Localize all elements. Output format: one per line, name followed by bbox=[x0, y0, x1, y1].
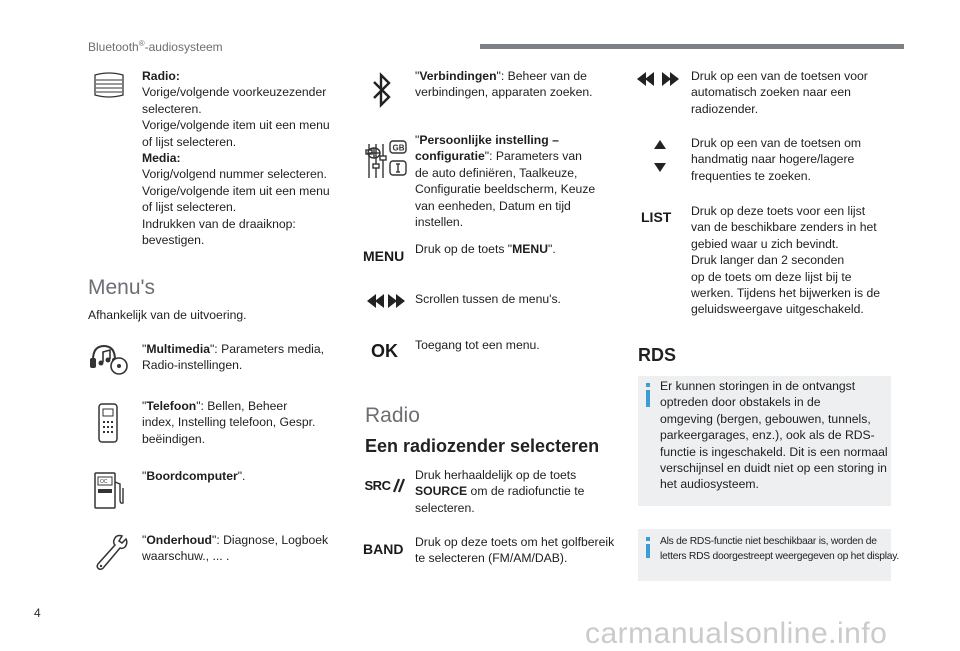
text-line: radiozender. bbox=[691, 101, 759, 116]
updown-description bbox=[691, 135, 891, 184]
text-line: Druk op deze toets voor een lijst bbox=[691, 204, 866, 218]
onderhoud-description: "Onderhoud": Diagnose, Logboek waarschuw., ... . bbox=[142, 532, 342, 565]
page-number: 4 bbox=[34, 606, 41, 620]
list-description bbox=[691, 203, 901, 318]
text-line: Druk op een van de toetsen om bbox=[691, 136, 862, 150]
text-line: handmatig naar hogere/lagere bbox=[691, 152, 855, 167]
ok-description: Toegang tot een menu. bbox=[415, 338, 540, 352]
text-line: Radio-instellingen. bbox=[142, 358, 243, 373]
info-text bbox=[660, 378, 892, 493]
text-line: Als de RDS-functie niet beschikbaar is, worden de bbox=[660, 536, 877, 547]
up-down-arrows-icon bbox=[652, 138, 668, 174]
text-line: de auto definiëren, Taalkeuze, bbox=[415, 165, 578, 180]
text-line: ": Parameters van bbox=[484, 149, 582, 164]
gb-badge-text: GB bbox=[392, 143, 405, 153]
text-line: verbindingen, apparaten zoeken. bbox=[415, 85, 593, 100]
text-line: van de beschikbare zenders in het bbox=[691, 220, 877, 235]
text-line: beëindigen. bbox=[142, 431, 206, 446]
text-line: Druk herhaaldelijk op de toets bbox=[415, 468, 577, 482]
text-line: ": Parameters media, bbox=[209, 342, 325, 356]
text-line: Vorige/volgende item uit een menu bbox=[142, 118, 330, 133]
watermark-text: carmanualsonline.info bbox=[585, 617, 888, 650]
header-rule bbox=[480, 44, 904, 49]
text-line: Vorige/volgende voorkeuzezender bbox=[142, 85, 327, 100]
text-line: Druk op deze toets om het golfbereik bbox=[415, 535, 615, 549]
item-bold-label: Persoonlijke instelling – bbox=[419, 133, 559, 147]
text-line: selecteren. bbox=[142, 101, 202, 116]
text-line: Indrukken van de draaiknop: bbox=[142, 216, 296, 231]
menu-button-icon: MENU bbox=[363, 248, 405, 264]
text-line: Vorige/volgende item uit een menu bbox=[142, 183, 330, 198]
text-line: ": Beheer van de bbox=[496, 69, 587, 83]
text-line: functie is ingeschakeld. Dit is een normaal bbox=[660, 444, 888, 459]
src-label: SRC bbox=[364, 477, 391, 493]
text-line: Druk langer dan 2 seconden bbox=[691, 253, 845, 268]
text-line: waarschuw., ... . bbox=[142, 549, 230, 564]
rds-heading: RDS bbox=[638, 345, 677, 365]
ok-button-icon: OK bbox=[371, 341, 398, 361]
svg-text:OC: OC bbox=[100, 479, 108, 485]
text-line: ". bbox=[237, 469, 246, 483]
src-button-icon bbox=[363, 474, 409, 496]
text-line: Druk op een van de toetsen voor bbox=[691, 69, 868, 83]
text-line: Druk op de toets " bbox=[415, 242, 513, 256]
text-line: selecteren. bbox=[415, 500, 475, 515]
band-button-icon: BAND bbox=[363, 541, 404, 557]
item-bold-label: Boordcomputer bbox=[146, 469, 238, 483]
text-line: verschijnsel en duidt niet op een storing in bbox=[660, 461, 887, 476]
text-line: bevestigen. bbox=[142, 233, 205, 248]
text-line: of lijst selecteren. bbox=[142, 134, 237, 149]
text-line: ": Bellen, Beheer bbox=[196, 399, 288, 413]
wrench-icon bbox=[92, 532, 128, 572]
scroll-description: Scrollen tussen de menu's. bbox=[415, 292, 561, 306]
radio-heading: Radio bbox=[365, 404, 420, 427]
header-title: Bluetooth bbox=[88, 40, 139, 54]
item-bold-label: Verbindingen bbox=[419, 69, 497, 83]
left-right-arrows-icon bbox=[366, 292, 406, 310]
menus-heading: Menu's bbox=[88, 276, 156, 299]
item-bold-label: MENU bbox=[512, 242, 549, 256]
section-header bbox=[88, 39, 223, 54]
trip-computer-icon bbox=[92, 470, 126, 512]
text-line: omgeving (bergen, gebouwen, tunnels, bbox=[660, 411, 871, 426]
text-line: Configuratie beeldscherm, Keuze bbox=[415, 182, 596, 197]
item-bold-label: configuratie bbox=[415, 149, 485, 164]
multimedia-description: "Multimedia": Parameters media, Radio-instellingen. bbox=[142, 341, 342, 374]
text-line: Vorig/volgend nummer selecteren. bbox=[142, 167, 327, 182]
info-accent-dot bbox=[646, 537, 650, 541]
text-line: frequenties te zoeken. bbox=[691, 168, 811, 183]
src-description bbox=[415, 467, 620, 516]
text-line: index, Instelling telefoon, Gespr. bbox=[142, 415, 316, 430]
text-line: of lijst selecteren. bbox=[142, 200, 237, 215]
multimedia-icon bbox=[88, 340, 130, 376]
text-line: letters RDS doorgestreept weergegeven op het display. bbox=[660, 551, 899, 562]
item-bold-label: Onderhoud bbox=[146, 533, 212, 547]
text-line: het audiosysteem. bbox=[660, 477, 759, 492]
boordcomputer-description: "Boordcomputer". bbox=[142, 469, 246, 483]
list-button-icon: LIST bbox=[641, 209, 672, 225]
menu-description bbox=[415, 241, 615, 257]
registered-mark: ® bbox=[138, 39, 145, 48]
radio-media-description bbox=[142, 68, 342, 248]
bluetooth-icon bbox=[371, 72, 393, 108]
rotary-knob-icon bbox=[92, 72, 126, 98]
verbindingen-description: "Verbindingen": Beheer van de verbindingen, apparaten zoeken. bbox=[415, 68, 615, 101]
text-line: instellen. bbox=[415, 215, 464, 230]
info-box-rds-unavailable bbox=[638, 529, 899, 581]
item-bold-label: Telefoon bbox=[146, 399, 197, 413]
select-station-heading: Een radiozender selecteren bbox=[365, 436, 600, 456]
text-line: op de toets om deze lijst bij te bbox=[691, 269, 852, 284]
info-text bbox=[660, 534, 899, 564]
text-line: geluidsweergave uitgeschakeld. bbox=[691, 302, 864, 317]
text-line: van eenheden, Datum en tijd bbox=[415, 198, 571, 213]
info-accent-bar bbox=[646, 390, 650, 407]
telefoon-description: "Telefoon": Bellen, Beheer index, Instelling telefoon, Gespr. beëindigen. bbox=[142, 398, 342, 447]
phone-icon bbox=[96, 402, 120, 444]
item-bold-label: SOURCE bbox=[415, 484, 468, 499]
persoonlijk-description: "Persoonlijke instelling – configuratie": Parameters van de auto definiëren, Taalkeuze, Configuratie beeldscherm, Keuze van eenheden, Datum en tijd instellen. bbox=[415, 132, 615, 230]
info-box-rds-interference bbox=[638, 376, 891, 506]
text-line: ": Diagnose, Logboek bbox=[212, 533, 329, 547]
text-line: optreden door obstakels in de bbox=[660, 395, 821, 410]
radio-label: Radio: bbox=[142, 69, 180, 83]
menus-intro: Afhankelijk van de uitvoering. bbox=[88, 308, 247, 322]
header-title-suffix: -audiosysteem bbox=[144, 40, 223, 54]
settings-sliders-icon bbox=[364, 138, 408, 182]
seek-arrows-icon bbox=[636, 70, 680, 88]
text-line: te selecteren (FM/AM/DAB). bbox=[415, 551, 568, 566]
item-bold-label: Multimedia bbox=[146, 342, 210, 356]
text-line: parkeergarages, enz.), ook als de RDS- bbox=[660, 428, 875, 443]
text-line: Er kunnen storingen in de ontvangst bbox=[660, 379, 856, 393]
info-accent-dot bbox=[646, 383, 650, 387]
text-line: om de radiofunctie te bbox=[467, 484, 585, 499]
text-line: automatisch zoeken naar een bbox=[691, 85, 851, 100]
text-line: gebied waar u zich bevindt. bbox=[691, 236, 839, 251]
media-label: Media: bbox=[142, 151, 181, 166]
band-description bbox=[415, 534, 625, 567]
text-line: werken. Tijdens het bijwerken is de bbox=[691, 286, 881, 301]
seek-description bbox=[691, 68, 891, 117]
info-accent-bar bbox=[646, 544, 650, 558]
text-line: ". bbox=[548, 242, 556, 256]
